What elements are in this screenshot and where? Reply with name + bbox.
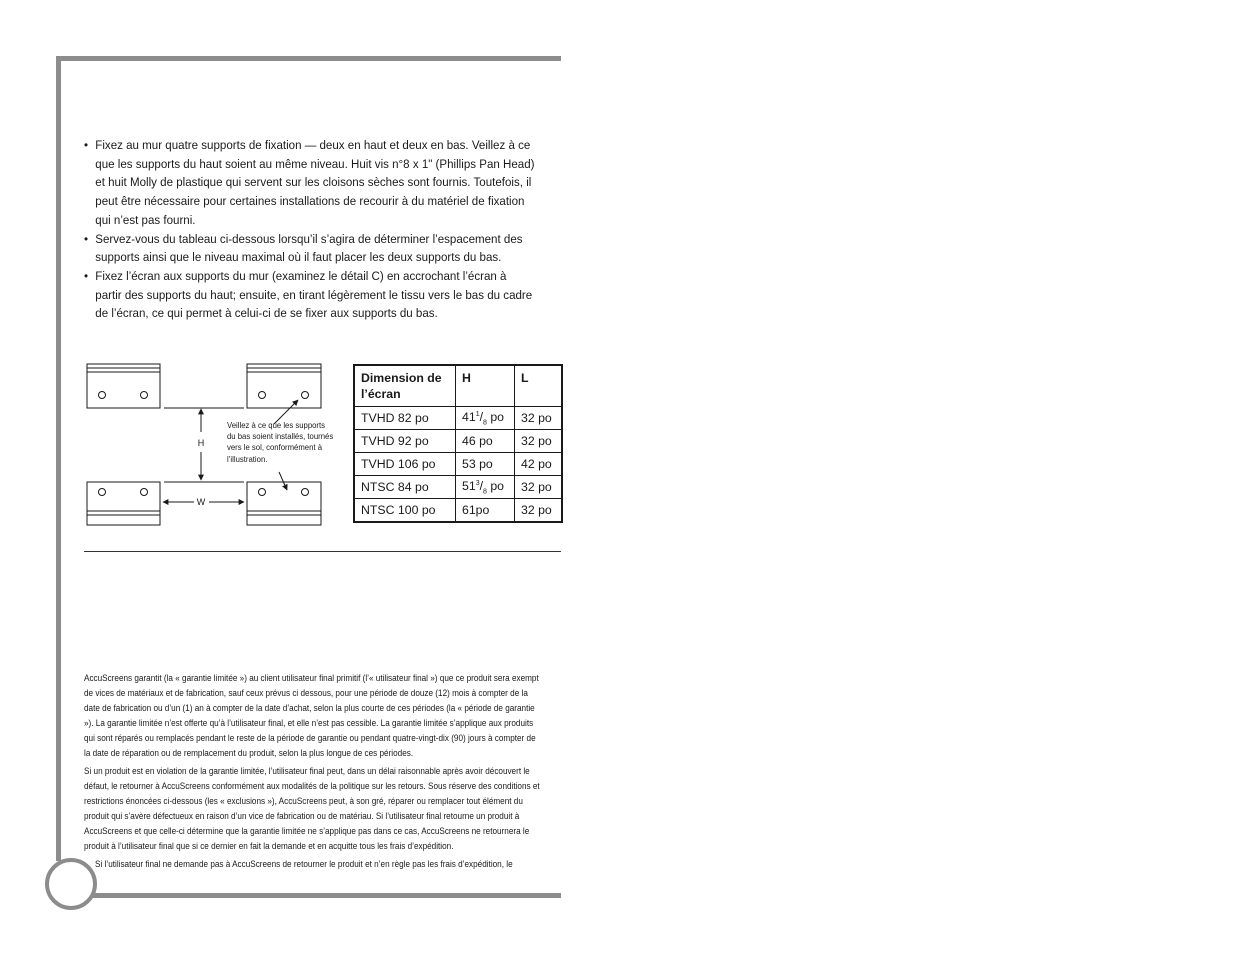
warranty-text bbox=[84, 671, 544, 875]
header-h: H bbox=[456, 365, 515, 407]
label-h: H bbox=[197, 438, 205, 448]
warranty-paragraph: AccuScreens garantit (la « garantie limitée ») au client utilisateur final primitif (l’« utilisateur final ») que ce produit sera exempt de vices de matériaux et de fabrication, sauf ceux prévus ci dessous, pour une période de douze (12) mois à compter de la date de fabrication ou d’un (1) an à compter de la date d’achat, selon la plus courte de ces périodes (la « période de garantie »). La garantie limitée n’est offerte qu’à l’utilisateur final, et elle n’est pas cessible. La garantie limitée s’applique aux produits qui sont réparés ou remplacés pendant le reste de la période de garantie ou pendant quatre-vingt-dix (90) jours à compter de la date de réparation ou de remplacement du produit, selon la plus longue de ces périodes. bbox=[84, 673, 539, 758]
section-divider bbox=[84, 551, 561, 552]
table-row bbox=[354, 476, 562, 499]
table-row bbox=[354, 407, 562, 430]
cell-h: $41^1/_8$ po bbox=[456, 407, 515, 430]
warranty-paragraph: Si un produit est en violation de la garantie limitée, l’utilisateur final peut, dans un délai raisonnable après avoir découvert le défaut, le retourner à AccuScreens conformément aux modalités de la politique sur les retours. Sous réserve des conditions et restrictions énoncées ci-dessous (les « exclusions »), AccuScreens peut, à son gré, réparer ou remplacer tout élément du produit qui s’avère défectueux en raison d’un vice de fabrication ou de matériau. Si l’utilisateur final retourne un produit à AccuScreens et que celle-ci détermine que la garantie limitée ne s’applique pas dans ce cas, AccuScreens ne retournera le produit à l’utilisateur final que si ce dernier en fait la demande et en acquitte tous les frais d’expédition. bbox=[84, 766, 540, 851]
warranty-paragraph: Si l’utilisateur final ne demande pas à AccuScreens de retourner le produit et n’en règle pas les frais d’expédition, le bbox=[95, 859, 513, 869]
bracket-top-right bbox=[247, 364, 321, 408]
diagram-note: Veillez à ce que les supports du bas soient installés, tournés vers le sol, conformément à l’illustration. bbox=[227, 420, 334, 464]
cell-l: 32 po bbox=[515, 430, 563, 453]
instruction-item: • Fixez l’écran aux supports du mur (examinez le détail C) en accrochant l’écran à partir des supports du haut; ensuite, en tirant légèrement le tissu vers le bas du cadre de l’écran, ce qui permet à celui-ci de se fixer aux supports du bas. bbox=[84, 267, 535, 323]
bracket-bottom-right bbox=[247, 482, 321, 525]
cell-l: 32 po bbox=[515, 476, 563, 499]
instruction-list bbox=[84, 136, 535, 323]
cell-l: 32 po bbox=[515, 407, 563, 430]
cell-h: 61po bbox=[456, 499, 515, 523]
cell-screen: TVHD 92 po bbox=[354, 430, 456, 453]
table-row bbox=[354, 453, 562, 476]
table-row bbox=[354, 430, 562, 453]
page-frame-left bbox=[56, 56, 61, 861]
cell-h: $51^3/_8$ po bbox=[456, 476, 515, 499]
bracket-bottom-left bbox=[87, 482, 160, 525]
bracket-top-left bbox=[87, 364, 160, 408]
header-l: L bbox=[515, 365, 563, 407]
cell-h: 53 po bbox=[456, 453, 515, 476]
cell-l: 32 po bbox=[515, 499, 563, 523]
cell-l: 42 po bbox=[515, 453, 563, 476]
cell-screen: TVHD 106 po bbox=[354, 453, 456, 476]
cell-screen: NTSC 84 po bbox=[354, 476, 456, 499]
cell-screen: TVHD 82 po bbox=[354, 407, 456, 430]
cell-h: 46 po bbox=[456, 430, 515, 453]
dimension-table bbox=[353, 364, 563, 523]
header-screen-size: Dimension de l’écran bbox=[354, 365, 456, 407]
cell-screen: NTSC 100 po bbox=[354, 499, 456, 523]
instruction-item: • Servez-vous du tableau ci-dessous lorsqu’il s’agira de déterminer l’espacement des supports ainsi que le niveau maximal où il faut placer les deux supports du bas. bbox=[84, 230, 535, 267]
label-w: W bbox=[196, 497, 206, 507]
instruction-item: • Fixez au mur quatre supports de fixation — deux en haut et deux en bas. Veillez à ce que les supports du haut soient au même niveau. Huit vis n°8 x 1" (Phillips Pan Head) et huit Molly de plastique qui servent sur les cloisons sèches sont fournis. Toutefois, il peut être nécessaire pour certaines installations de recourir à du matériel de fixation qui n’est pas fourni. bbox=[84, 136, 535, 230]
page-frame-bottom bbox=[91, 893, 561, 898]
page-frame-top bbox=[56, 56, 561, 61]
table-row bbox=[354, 499, 562, 523]
